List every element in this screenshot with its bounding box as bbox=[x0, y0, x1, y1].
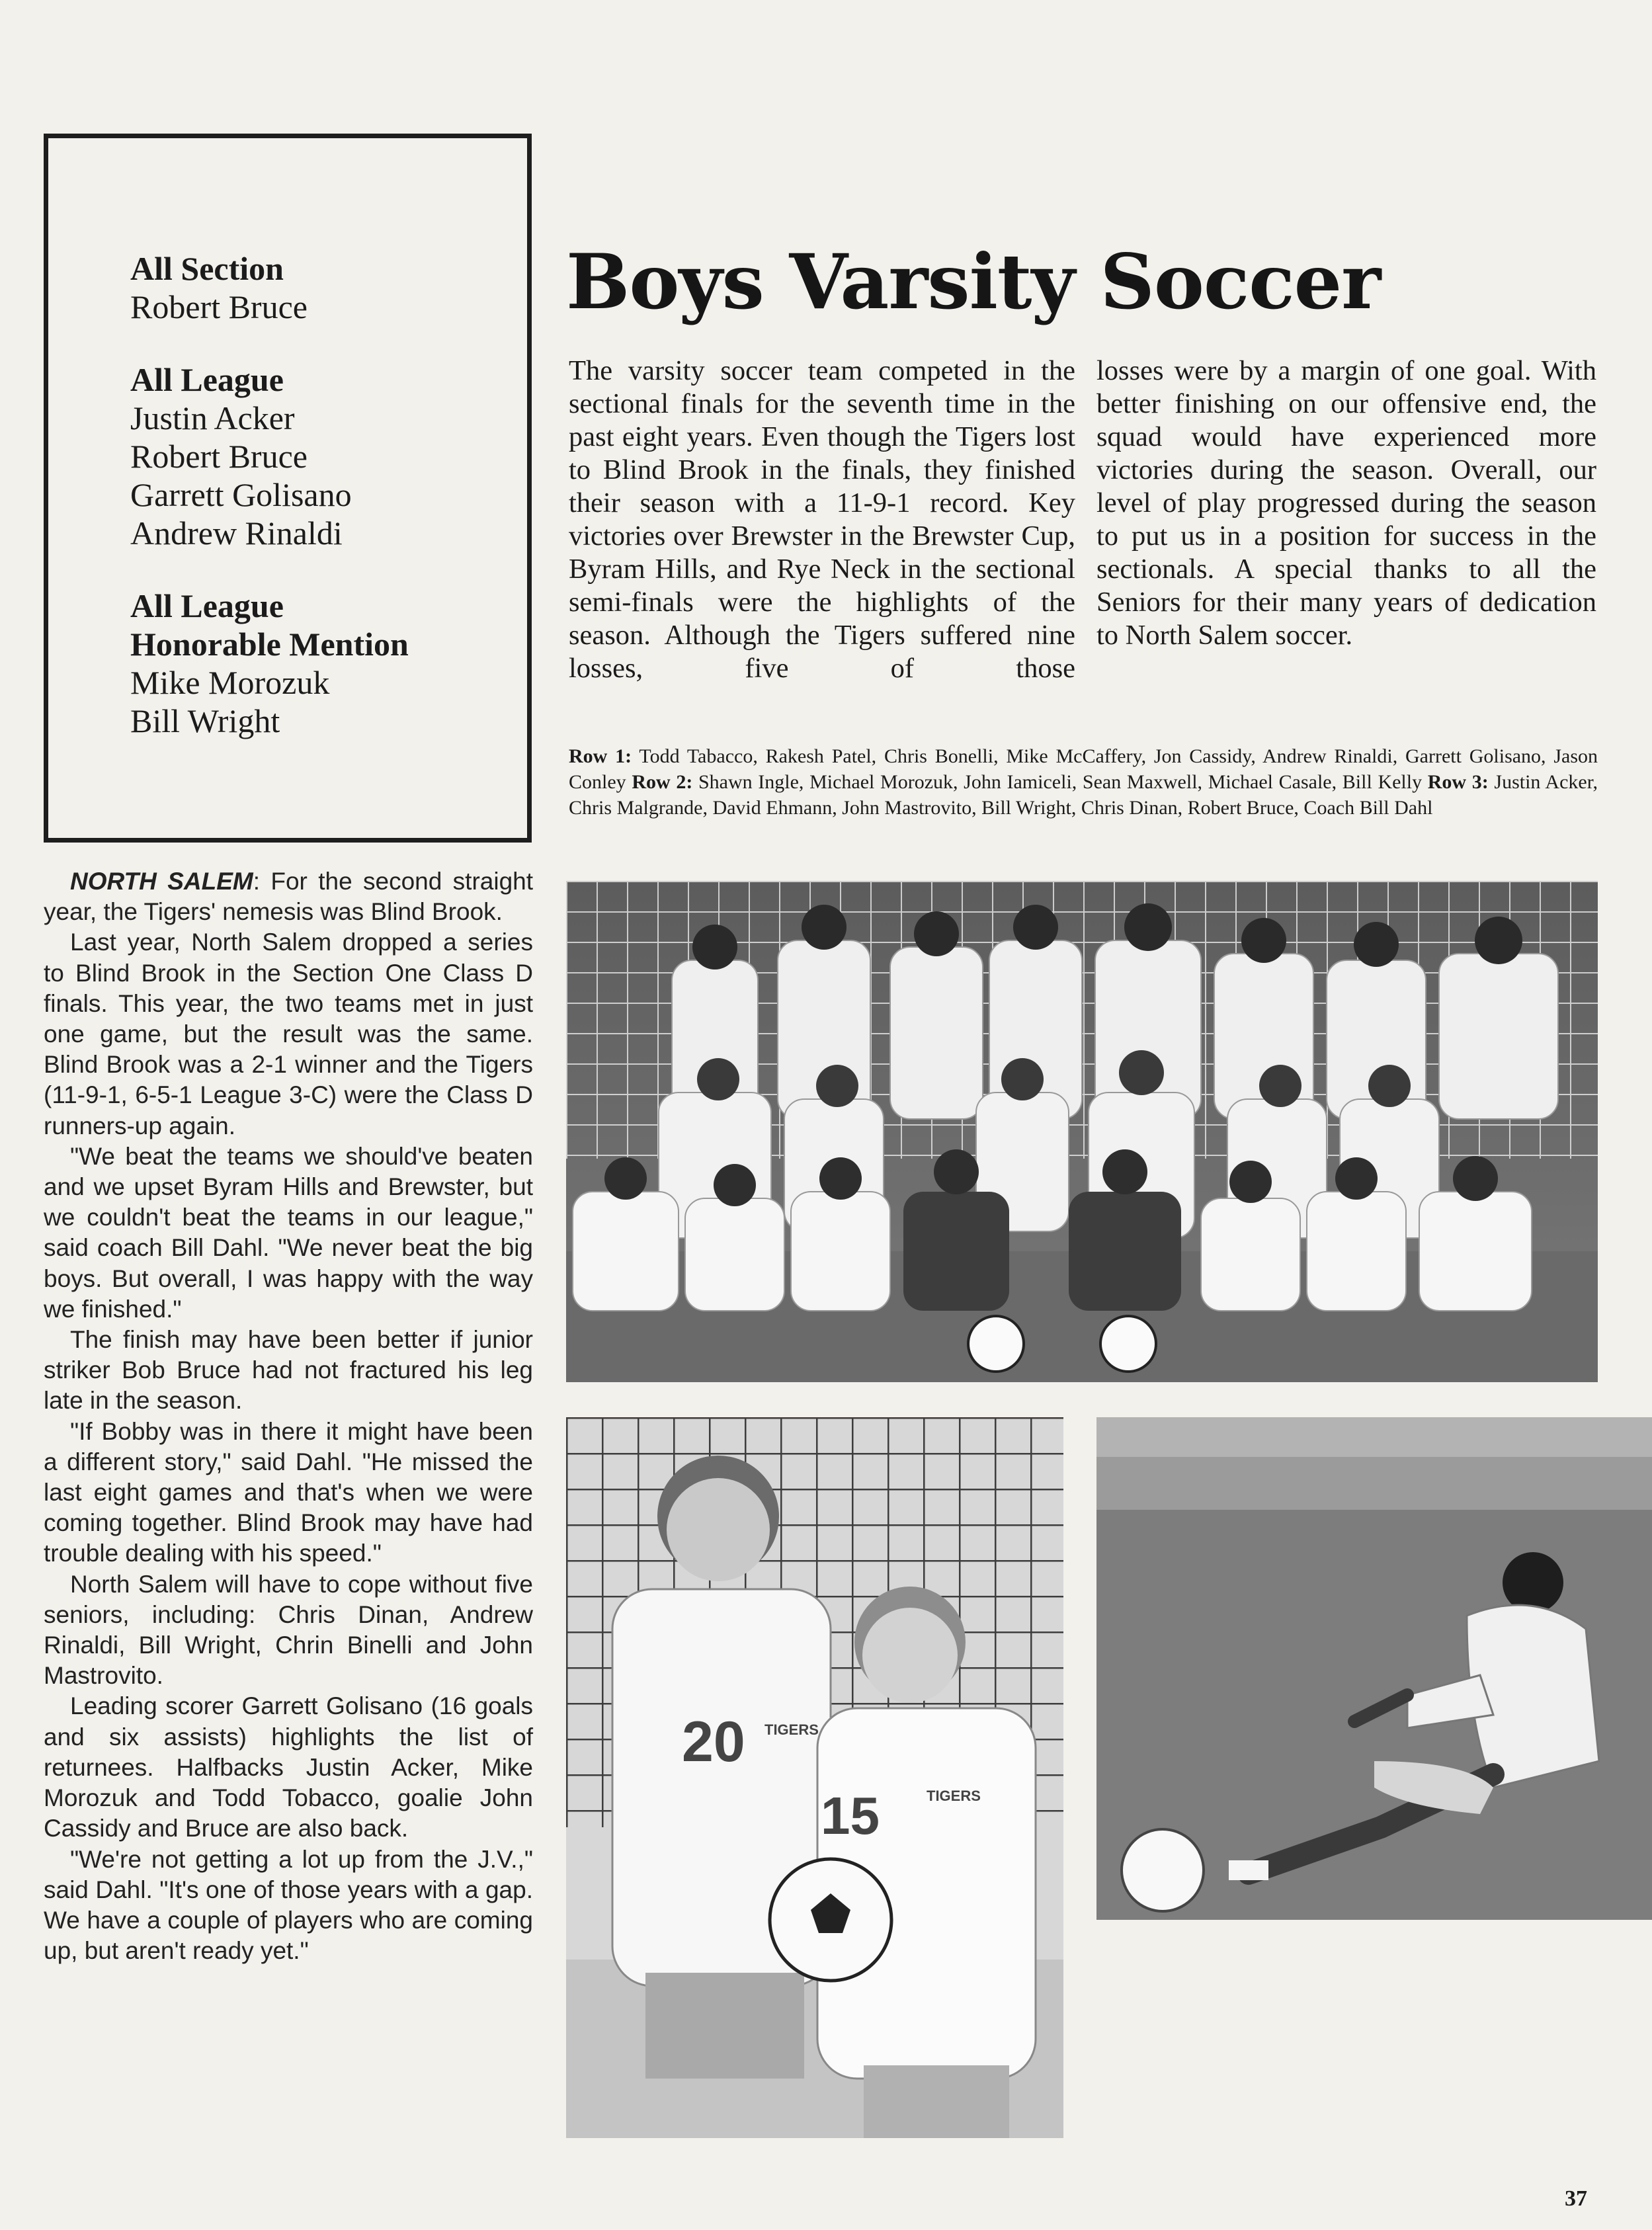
award-honorable-mention bbox=[130, 587, 527, 740]
page-number: 37 bbox=[1565, 2186, 1587, 2211]
photo-caption bbox=[569, 743, 1598, 821]
team-photo bbox=[566, 881, 1598, 1382]
article-paragraph: North Salem will have to cope without five seniors, including: Chris Dinan, Andrew Rinaldi, Bill Wright, Chrin Binelli and John Mastrovito. bbox=[44, 1570, 533, 1690]
article-paragraph: "If Bobby was in there it might have been a different story," said Dahl. "He missed the last eight games and that's when we were coming together. Blind Brook may have had trouble dealing with his speed." bbox=[44, 1417, 533, 1567]
award-name: Robert Bruce bbox=[130, 288, 308, 325]
award-name: Andrew Rinaldi bbox=[130, 515, 343, 552]
article-paragraph: Last year, North Salem dropped a series to Blind Brook in the Section One Class D finals. This year, the two teams met in just one game, but the result was the same. Blind Brook was a 2-1 winner and the Tigers (11-9-1, 6-5-1 League 3-C) were the Class D runners-up again. bbox=[44, 929, 533, 1139]
award-title: All League bbox=[130, 361, 284, 398]
caption-row2: Shawn Ingle, Michael Morozuk, John Iamiceli, Sean Maxwell, Michael Casale, Bill Kelly bbox=[698, 771, 1423, 793]
award-title: All Section bbox=[130, 250, 284, 287]
jersey-crest-left: TIGERS bbox=[764, 1721, 819, 1738]
award-title: All League bbox=[130, 587, 284, 624]
jersey-crest-right: TIGERS bbox=[927, 1788, 981, 1804]
awards-box bbox=[44, 134, 532, 843]
caption-row2-label: Row 2: bbox=[632, 771, 693, 793]
article-lead-text: : For the second straight year, the Tigers' nemesis was Blind Brook. bbox=[44, 868, 534, 926]
article-paragraph: "We're not getting a lot up from the J.V.," said Dahl. "It's one of those years with a gap. We have a couple of players who are coming up, but aren't ready yet." bbox=[44, 1845, 533, 1965]
intro-column-right: losses were by a margin of one goal. With better finishing on our offensive end, the squad would have experienced more victories during the season. Overall, our level of play progressed during the season to put us in a position for success in the sectionals. A special thanks to all the Seniors for their many years of dedication to North Salem soccer. bbox=[1096, 355, 1596, 651]
award-name: Mike Morozuk bbox=[130, 664, 330, 701]
article-paragraph bbox=[44, 866, 533, 927]
action-photo bbox=[1096, 1417, 1652, 1920]
article bbox=[44, 866, 533, 1966]
award-name: Justin Acker bbox=[130, 399, 295, 436]
caption-row3: Justin Acker, Chris Malgrande, David Ehmann, John Mastrovito, Bill Wright, Chris Dinan, Robert Bruce, Coach Bill Dahl bbox=[569, 771, 1598, 819]
award-all-section bbox=[130, 249, 527, 326]
caption-row1-label: Row 1: bbox=[569, 745, 632, 767]
jersey-number-right: 15 bbox=[821, 1786, 880, 1845]
article-paragraph: Leading scorer Garrett Golisano (16 goals and six assists) highlights the list of returnees. Halfbacks Justin Acker, Mike Morozuk and Todd Tobacco, goalie John Cassidy and Bruce are also back. bbox=[44, 1692, 533, 1842]
award-title: Honorable Mention bbox=[130, 626, 409, 663]
page-title: Boys Varsity Soccer bbox=[566, 237, 1381, 326]
article-paragraph: "We beat the teams we should've beaten and we upset Byram Hills and Brewster, but we couldn't beat the teams in our league," said coach Bill Dahl. "We never beat the big boys. But overall, I was happy with the way we finished." bbox=[44, 1142, 533, 1323]
article-paragraph: The finish may have been better if junior striker Bob Bruce had not fractured his leg late in the season. bbox=[44, 1326, 533, 1415]
award-name: Robert Bruce bbox=[130, 438, 308, 475]
jersey-number-left: 20 bbox=[682, 1710, 745, 1774]
caption-row1: Todd Tabacco, Rakesh Patel, Chris Bonelli, Mike McCaffery, Jon Cassidy, Andrew Rinaldi, Garrett Golisano, Jason Conley bbox=[569, 745, 1598, 793]
caption-row3-label: Row 3: bbox=[1427, 771, 1489, 793]
article-kicker: NORTH SALEM bbox=[70, 868, 253, 895]
award-all-league bbox=[130, 360, 527, 552]
award-name: Bill Wright bbox=[130, 702, 280, 739]
intro-column-left: The varsity soccer team competed in the sectional finals for the seventh time in the past eight years. Even though the Tigers lost to Blind Brook in the finals, they finished their season with a 11-9-1 record. Key victories over Brewster in the Brewster Cup, Byram Hills, and Rye Neck in the sectional semi-finals were the highlights of the season. Although the Tigers suffered nine losses, five of those bbox=[569, 355, 1075, 684]
captains-photo bbox=[566, 1417, 1063, 2138]
award-name: Garrett Golisano bbox=[130, 476, 352, 513]
